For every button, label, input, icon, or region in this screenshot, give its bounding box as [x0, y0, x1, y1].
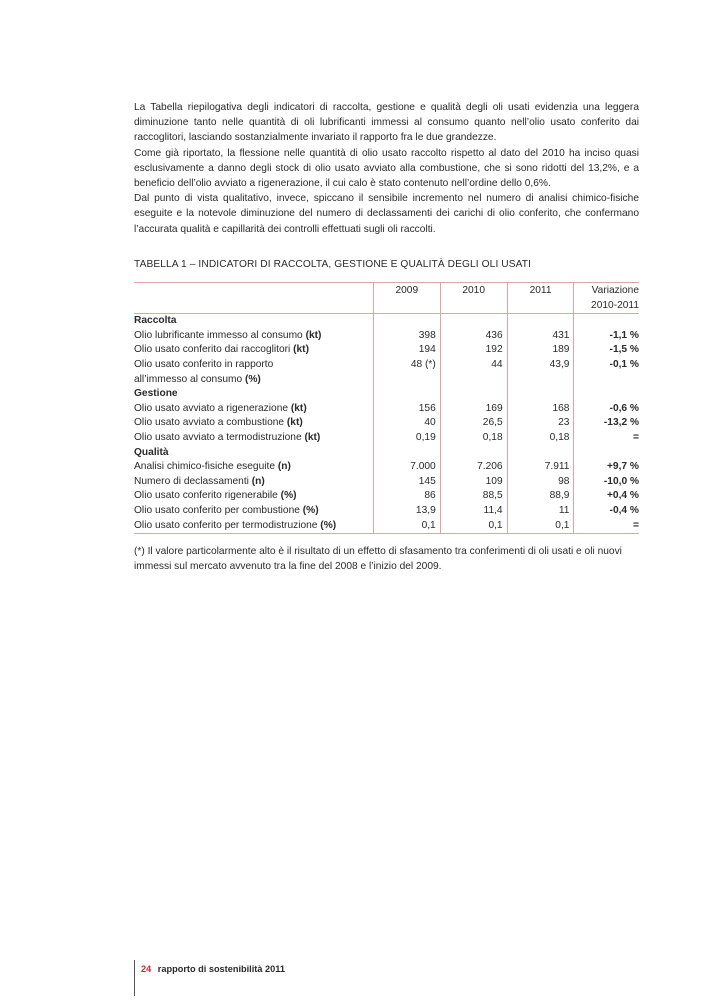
- cell-2009: 0,19: [373, 431, 440, 446]
- footer-rule: [134, 960, 135, 996]
- cell-variazione: -13,2 %: [574, 416, 639, 431]
- row-label: Olio usato avviato a termodistruzione (kt): [134, 431, 321, 443]
- row-label: Olio usato conferito rigenerabile (%): [134, 490, 297, 502]
- section-row-raccolta: [134, 314, 639, 329]
- cell-variazione: =: [574, 519, 639, 534]
- table-row: [134, 460, 639, 475]
- cell-variazione: -0,6 %: [574, 402, 639, 417]
- table-row-continuation: [134, 373, 639, 388]
- cell-2010: 88,5: [440, 489, 507, 504]
- header-label-cell: [134, 283, 373, 314]
- cell-2011: 189: [507, 343, 574, 358]
- cell-2011: 431: [507, 329, 574, 344]
- row-label: Olio lubrificante immesso al consumo (kt): [134, 329, 322, 341]
- intro-text: [134, 100, 639, 237]
- cell-2011: 0,1: [507, 519, 574, 534]
- cell-variazione: -1,1 %: [574, 329, 639, 344]
- cell-2009: 145: [373, 475, 440, 490]
- cell-2010: 44: [440, 358, 507, 373]
- cell-2011: 0,18: [507, 431, 574, 446]
- cell-2009: 7.000: [373, 460, 440, 475]
- table-row: [134, 489, 639, 504]
- cell-2010: 0,1: [440, 519, 507, 534]
- row-label: all’immesso al consumo (%): [134, 373, 261, 385]
- cell-2009: 48 (*): [373, 358, 440, 373]
- section-label: Qualità: [134, 446, 169, 458]
- cell-variazione: +0,4 %: [574, 489, 639, 504]
- table-footnote: (*) Il valore particolarmente alto è il risultato di un effetto di sfasamento tra conferimenti di oli usati e oli nuovi immessi sul mercato avvenuto tra la fine del 2008 e l’inizio del 2009.: [134, 546, 622, 573]
- table-row: [134, 402, 639, 417]
- row-label: Olio usato conferito dai raccoglitori (kt): [134, 344, 309, 356]
- cell-2009: 0,1: [373, 519, 440, 534]
- cell-2009: 194: [373, 343, 440, 358]
- cell-2009: 13,9: [373, 504, 440, 519]
- cell-2010: 436: [440, 329, 507, 344]
- cell-variazione: -10,0 %: [574, 475, 639, 490]
- table-row: [134, 431, 639, 446]
- cell-2011: 43,9: [507, 358, 574, 373]
- cell-2010: 192: [440, 343, 507, 358]
- cell-2010: 7.206: [440, 460, 507, 475]
- cell-2010: 0,18: [440, 431, 507, 446]
- table-row: [134, 504, 639, 519]
- cell-2011: 88,9: [507, 489, 574, 504]
- page-number: 24: [141, 964, 152, 974]
- cell-variazione: +9,7 %: [574, 460, 639, 475]
- header-variazione: [574, 283, 639, 314]
- cell-2009: 40: [373, 416, 440, 431]
- cell-variazione: =: [574, 431, 639, 446]
- intro-paragraph-2: Come già riportato, la flessione nelle quantità di olio usato raccolto rispetto al dato del 2010 ha inciso quasi esclusivamente a danno degli stock di olio usato avviato alla combustione, che si sono ridotti del 13,2%, e a beneficio dell’olio avviato a rigenerazione, il cui calo è stato contenuto nell’ordine dello 0,6%.: [134, 147, 639, 190]
- row-label: Olio usato conferito in rapporto: [134, 358, 274, 370]
- table-row: [134, 343, 639, 358]
- cell-2009: 156: [373, 402, 440, 417]
- cell-variazione: -1,5 %: [574, 343, 639, 358]
- cell-2010: 26,5: [440, 416, 507, 431]
- header-2010: 2010: [440, 283, 507, 314]
- cell-2011: 98: [507, 475, 574, 490]
- cell-variazione: -0,1 %: [574, 358, 639, 373]
- intro-paragraph-3: Dal punto di vista qualitativo, invece, spiccano il sensibile incremento nel numero di analisi chimico-fisiche eseguite e la notevole diminuzione del numero di declassamenti dei carichi di olio conferito, che confermano l’accurata qualità e capillarità dei controlli effettuati sugli oli raccolti.: [134, 193, 639, 235]
- row-label: Numero di declassamenti (n): [134, 475, 265, 487]
- row-label: Analisi chimico-fisiche eseguite (n): [134, 461, 291, 473]
- cell-2009: 398: [373, 329, 440, 344]
- cell-2011: 7.911: [507, 460, 574, 475]
- row-label: Olio usato avviato a combustione (kt): [134, 417, 303, 429]
- row-label: Olio usato conferito per combustione (%): [134, 504, 319, 516]
- cell-2010: 11,4: [440, 504, 507, 519]
- cell-2011: 23: [507, 416, 574, 431]
- row-label: Olio usato avviato a rigenerazione (kt): [134, 402, 307, 414]
- table-row: [134, 416, 639, 431]
- row-label: Olio usato conferito per termodistruzione (%): [134, 519, 373, 534]
- header-2011: 2011: [507, 283, 574, 314]
- section-row-gestione: [134, 387, 639, 402]
- header-variazione-line1: Variazione: [591, 285, 639, 296]
- intro-paragraph-1: La Tabella riepilogativa degli indicatori di raccolta, gestione e qualità degli oli usati evidenzia una leggera diminuzione tanto nelle quantità di oli lubrificanti immessi al consumo quanto nell’olio usato conferito dai raccoglitori, lasciando sostanzialmente invariato il rapporto fra le due grandezze.: [134, 102, 639, 144]
- cell-2009: 86: [373, 489, 440, 504]
- cell-2010: 109: [440, 475, 507, 490]
- cell-2010: 169: [440, 402, 507, 417]
- section-label: Gestione: [134, 388, 178, 400]
- cell-variazione: -0,4 %: [574, 504, 639, 519]
- table-row: [134, 519, 639, 534]
- table-header-row: [134, 283, 639, 314]
- footer-title: rapporto di sostenibilità 2011: [157, 964, 285, 974]
- table-title: TABELLA 1 – INDICATORI DI RACCOLTA, GESTIONE E QUALITÀ DEGLI OLI USATI: [134, 259, 532, 270]
- table-row: [134, 358, 639, 373]
- cell-2011: 168: [507, 402, 574, 417]
- section-label: Raccolta: [134, 315, 177, 327]
- section-row-qualita: [134, 446, 639, 461]
- header-2009: 2009: [373, 283, 440, 314]
- cell-2011: 11: [507, 504, 574, 519]
- page-footer: [141, 964, 285, 974]
- header-variazione-line2: 2010-2011: [591, 299, 639, 311]
- table-row: [134, 329, 639, 344]
- table-row: [134, 475, 639, 490]
- indicators-table: [134, 282, 639, 534]
